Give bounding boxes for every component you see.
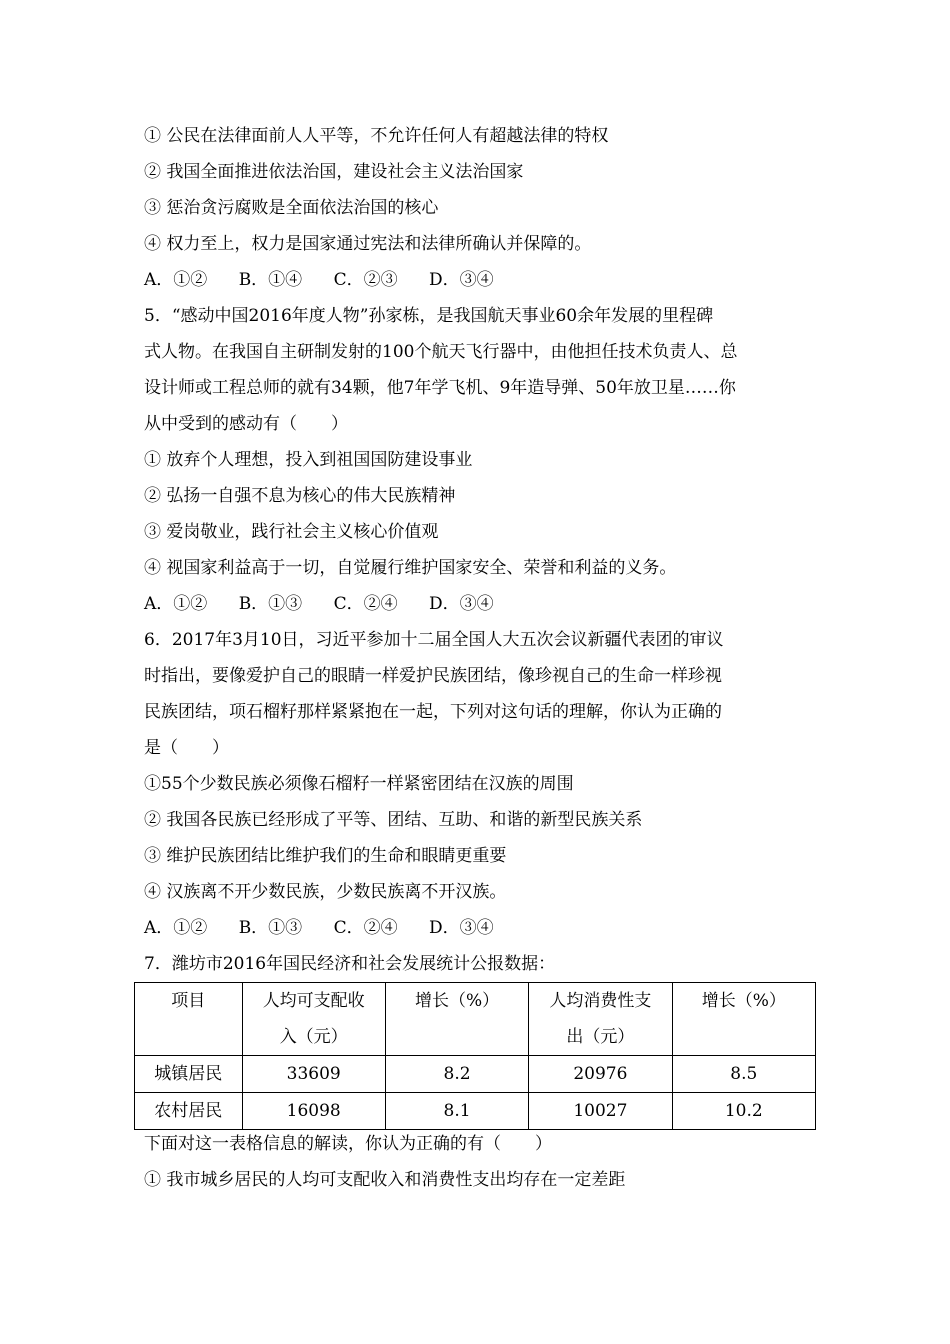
table-cell: 33609	[242, 1056, 385, 1093]
table-header-row	[135, 983, 816, 1056]
q7-question: 下面对这一表格信息的解读，你认为正确的有（ ）	[144, 1134, 552, 1154]
header-text: 项目	[171, 991, 206, 1011]
q5-stem-line: 式人物。在我国自主研制发射的100个航天飞行器中，由他担任技术负责人、总	[144, 342, 738, 362]
q5-option-b: B．①③	[238, 594, 303, 614]
table-cell: 10.2	[672, 1093, 815, 1130]
q5-stem-line: 从中受到的感动有（ ）	[144, 414, 348, 434]
table-cell: 城镇居民	[135, 1056, 243, 1093]
q4-item-1: ① 公民在法律面前人人平等，不允许任何人有超越法律的特权	[144, 126, 609, 146]
q4-options	[144, 262, 816, 298]
table-row	[135, 1093, 816, 1130]
header-text: 人均可支配收	[262, 991, 365, 1011]
q4-option-b: B．①④	[238, 270, 303, 290]
table-cell: 8.1	[385, 1093, 528, 1130]
q6-item-1: ①55个少数民族必须像石榴籽一样紧密团结在汉族的周围	[144, 774, 574, 794]
table-row	[135, 1056, 816, 1093]
q6-option-a: A．①②	[144, 918, 208, 938]
q6-stem-line: 是（ ）	[144, 738, 229, 758]
table-cell: 8.5	[672, 1056, 815, 1093]
q5-stem	[144, 298, 816, 442]
table-cell: 8.2	[385, 1056, 528, 1093]
q4-option-a: A．①②	[144, 270, 208, 290]
q5-item-1: ① 放弃个人理想，投入到祖国国防建设事业	[144, 450, 473, 470]
table-cell: 农村居民	[135, 1093, 243, 1130]
q6-stem-line: 6．2017年3月10日，习近平参加十二届全国人大五次会议新疆代表团的审议	[144, 630, 724, 650]
table-header-income	[242, 983, 385, 1056]
q5-option-a: A．①②	[144, 594, 208, 614]
header-text: 增长（%）	[414, 991, 500, 1011]
q5-option-d: D．③④	[429, 594, 494, 614]
q6-stem	[144, 622, 816, 766]
q5-option-c: C．②④	[333, 594, 398, 614]
q6-item-4: ④ 汉族离不开少数民族，少数民族离不开汉族。	[144, 882, 507, 902]
table-header-consumption	[529, 983, 672, 1056]
exam-page	[144, 118, 816, 982]
q5-options	[144, 586, 816, 622]
q4-option-c: C．②③	[333, 270, 398, 290]
q7-followup	[144, 1126, 816, 1198]
q6-option-d: D．③④	[429, 918, 494, 938]
q6-stem-line: 民族团结，项石榴籽那样紧紧抱在一起，下列对这句话的理解，你认为正确的	[144, 702, 722, 722]
q5-stem-line: 5．“感动中国2016年度人物”孙家栋，是我国航天事业60余年发展的里程碑	[144, 306, 714, 326]
table-cell: 16098	[242, 1093, 385, 1130]
table-cell: 20976	[529, 1056, 672, 1093]
table-cell: 10027	[529, 1093, 672, 1130]
table-header-consumption-growth	[672, 983, 815, 1056]
q5-item-2: ② 弘扬一自强不息为核心的伟大民族精神	[144, 486, 456, 506]
q6-option-b: B．①③	[238, 918, 303, 938]
q7-item-1: ① 我市城乡居民的人均可支配收入和消费性支出均存在一定差距	[144, 1170, 626, 1190]
header-text: 人均消费性支	[549, 991, 652, 1011]
q5-stem-line: 设计师或工程总师的就有34颗，他7年学飞机、9年造导弹、50年放卫星……你	[144, 378, 736, 398]
statistics-table	[134, 982, 816, 1130]
q5-item-3: ③ 爱岗敬业，践行社会主义核心价值观	[144, 522, 439, 542]
q6-options	[144, 910, 816, 946]
header-text: 入（元）	[279, 1027, 348, 1047]
table-header-income-growth	[385, 983, 528, 1056]
table-header-item	[135, 983, 243, 1056]
q4-item-4: ④ 权力至上，权力是国家通过宪法和法律所确认并保障的。	[144, 234, 592, 254]
q6-item-2: ② 我国各民族已经形成了平等、团结、互助、和谐的新型民族关系	[144, 810, 643, 830]
q6-item-3: ③ 维护民族团结比维护我们的生命和眼睛更重要	[144, 846, 507, 866]
q4-item-2: ② 我国全面推进依法治国，建设社会主义法治国家	[144, 162, 524, 182]
q7-stem: 7．潍坊市2016年国民经济和社会发展统计公报数据：	[144, 954, 556, 974]
q6-option-c: C．②④	[333, 918, 398, 938]
q4-option-d: D．③④	[429, 270, 494, 290]
header-text: 出（元）	[566, 1027, 635, 1047]
q5-item-4: ④ 视国家利益高于一切，自觉履行维护国家安全、荣誉和利益的义务。	[144, 558, 677, 578]
header-text: 增长（%）	[701, 991, 786, 1011]
q6-stem-line: 时指出，要像爱护自己的眼睛一样爱护民族团结，像珍视自己的生命一样珍视	[144, 666, 722, 686]
q4-item-3: ③ 惩治贪污腐败是全面依法治国的核心	[144, 198, 439, 218]
